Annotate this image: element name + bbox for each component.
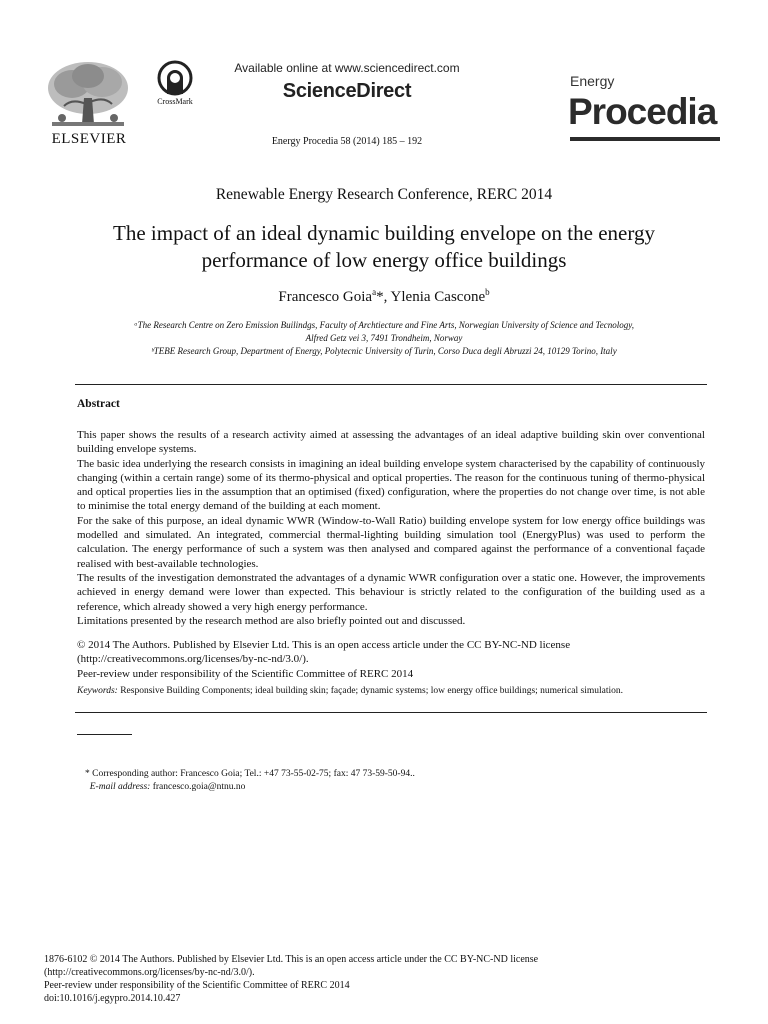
author-list [0,287,768,306]
author-name: Francesco Goia [278,289,373,305]
issn-license-line: 1876-6102 © 2014 The Authors. Published by Elsevier Ltd. This is an open access article under the CC BY-NC-ND license [44,954,539,965]
abstract-body [77,428,705,628]
paper-title-line-1: The impact of an ideal dynamic building envelope on the energy [113,221,655,245]
paper-title [60,220,708,274]
corresponding-marker: *, [376,289,391,305]
corresponding-author-note: * Corresponding author: Francesco Goia; Tel.: +47 73-55-02-75; fax: 47 73-59-50-94.. [85,769,415,779]
peer-review-line: Peer-review under responsibility of the Scientific Committee of RERC 2014 [77,667,414,680]
crossmark-label: CrossMark [157,97,193,106]
peer-review-line: Peer-review under responsibility of the Scientific Committee of RERC 2014 [44,980,350,991]
keywords-label: Keywords: [77,686,118,696]
keywords-text: Responsive Building Components; ideal building skin; façade; dynamic systems; low energy office buildings; numerical simulation. [117,686,624,696]
sciencedirect-logo: ScienceDirect [282,80,412,102]
footnote-divider [77,734,132,735]
abstract-paragraph: For the sake of this purpose, an ideal dynamic WWR (Window-to-Wall Ratio) building envelope system for low energy office buildings was modelled and simulated. An integrated, commercial thermal-lighting building simulation tool (EnergyPlus) was used to perform the calculation. The energy performance of such a system was then analysed and compared against the performance of a conventional façade realised with best-available technologies. [77,514,705,570]
available-online-text: Available online at www.sciencedirect.com [234,61,460,75]
abstract-paragraph: The basic idea underlying the research consists in imagining an ideal building envelope system characterised by the capability of continuously changing (within a certain range) some of its thermo-physical and optical properties. The reason for the continuous tuning of thermo-physical and optical properties lies in the assumption that an optimised (fixed) configuration, where the properties do not change over time, is not able to minimise the total energy demand of the building at each moment. [77,457,705,513]
keywords [77,686,705,696]
email-line [85,781,415,794]
footnote [85,768,415,794]
license-link[interactable]: (http://creativecommons.org/licenses/by-nc-nd/3.0/). [77,653,309,666]
author-name: Ylenia Cascone [390,289,486,305]
author-affil-marker: a [372,287,377,297]
license-block [77,638,705,681]
email-address[interactable]: francesco.goia@ntnu.no [150,782,246,792]
journal-name-large: Procedia [568,91,717,132]
conference-name: Renewable Energy Research Conference, RERC 2014 [215,186,553,203]
journal-name-small: Energy [570,73,615,89]
publisher-name: ELSEVIER [51,131,127,147]
journal-citation: Energy Procedia 58 (2014) 185 – 192 [271,136,423,147]
doi-line[interactable]: doi:10.1016/j.egypro.2014.10.427 [44,993,181,1004]
author-affil-marker: b [485,287,490,297]
abstract-paragraph: Limitations presented by the research method are also briefly pointed out and discussed. [77,614,466,627]
affiliation-a-line-1: ᵃThe Research Centre on Zero Emission Builindgs, Faculty of Archtiecture and Fine Arts, Norwegian University of Science and Tecnology, [134,320,634,330]
license-link[interactable]: (http://creativecommons.org/licenses/by-nc-nd/3.0/). [44,967,255,978]
divider-top [75,384,707,385]
affiliation-a [60,319,708,345]
abstract-paragraph: The results of the investigation demonstrated the advantages of a dynamic WWR configuration over a static one. However, the improvements achieved in energy demand were lower than expected. This behaviour is strictly related to the configuration of the building used as a reference, which already showed a very high energy performance. [77,571,705,613]
divider-bottom [75,712,707,713]
paper-title-line-2: performance of low energy office buildings [201,248,567,272]
journal-logo-bar [570,137,720,141]
abstract-heading: Abstract [77,398,120,410]
affiliation-b: ᵇTEBE Research Group, Department of Energy, Polytecnic University of Turin, Corso Duca degli Abruzzi 24, 10129 Torino, Italy [151,346,617,356]
license-line: © 2014 The Authors. Published by Elsevier Ltd. This is an open access article under the CC BY-NC-ND license [77,639,571,651]
email-label: E-mail address: [89,782,151,792]
affiliation-a-line-2: Alfred Getz vei 3, 7491 Trondheim, Norway [305,333,463,343]
abstract-paragraph: This paper shows the results of a research activity aimed at assessing the advantages of an ideal adaptive building skin over conventional building envelope systems. [77,429,705,456]
page-footer [44,953,724,1005]
